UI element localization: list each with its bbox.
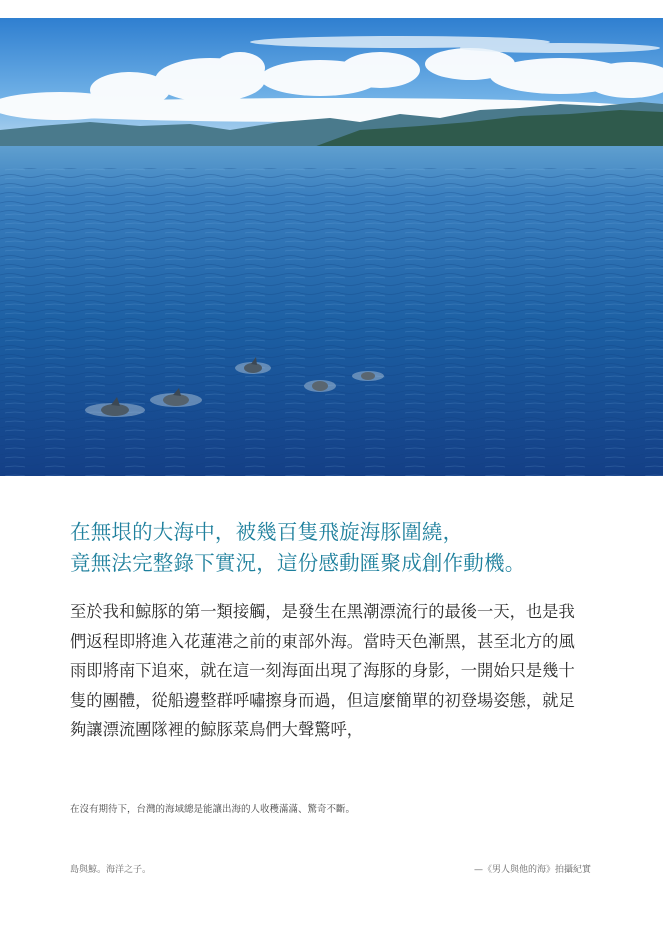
footer-book-title: 島與鯨。海洋之子。 bbox=[70, 865, 152, 875]
body-paragraph bbox=[70, 597, 600, 745]
body-line: 們返程即將進入花蓮港之前的東部外海。當時天色漸黑，甚至北方的風 bbox=[70, 631, 575, 651]
footer-chapter-title: —《男人與他的海》拍攝紀實 bbox=[473, 865, 591, 875]
body-line: 隻的團體，從船邊整群呼嘯擦身而過，但這麼簡單的初登場姿態，就足 bbox=[70, 690, 575, 710]
body-line: 雨即將南下追來，就在這一刻海面出現了海豚的身影，一開始只是幾十 bbox=[70, 661, 575, 680]
body-line: 至於我和鯨豚的第一類接觸，是發生在黑潮漂流行的最後一天，也是我 bbox=[70, 602, 575, 621]
headline-line-1: 在無垠的大海中，被幾百隻飛旋海豚圍繞， bbox=[70, 520, 464, 544]
headline-line-2: 竟無法完整錄下實況，這份感動匯聚成創作動機。 bbox=[70, 551, 526, 575]
body-line: 夠讓漂流團隊裡的鯨豚菜鳥們大聲驚呼， bbox=[70, 720, 364, 739]
ocean-dolphins-photo bbox=[0, 18, 663, 476]
photo-caption: 在沒有期待下，台灣的海域總是能讓出海的人收穫滿滿、驚奇不斷。 bbox=[70, 804, 356, 815]
hero-photo bbox=[0, 18, 663, 476]
headline bbox=[70, 517, 630, 579]
